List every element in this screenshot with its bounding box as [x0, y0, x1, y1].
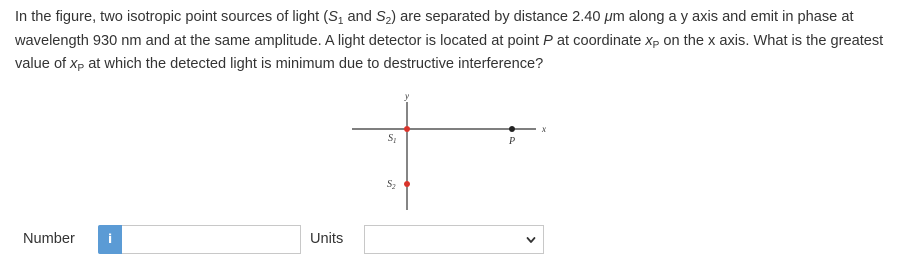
units-label: Units	[310, 231, 344, 247]
s1-subscript: 1	[337, 16, 344, 27]
question-seg-1: In the figure, two isotropic point sources of light (	[15, 9, 329, 25]
question-seg-2: ) are separated by distance 2.40	[391, 9, 605, 25]
number-label: Number	[23, 231, 75, 247]
s2-label: $S_2$	[387, 179, 396, 191]
question-seg-5: on the x axis. What is the greatest value of	[15, 32, 884, 73]
sources-diagram	[350, 88, 560, 213]
question-text	[15, 8, 887, 79]
p-symbol: P	[543, 32, 553, 49]
s2-subscript: 2	[385, 16, 392, 27]
s2-symbol: S	[375, 9, 386, 25]
xp-symbol: x	[645, 32, 653, 49]
question-seg-3: m along a y axis and emit in phase at wavelength 930 nm and at the same amplitude. A light detector is located at point	[15, 9, 854, 49]
p-label: P	[509, 136, 516, 147]
y-axis-label: y	[405, 91, 409, 101]
xp-symbol-2: x	[70, 56, 78, 73]
detector-p-dot	[509, 126, 515, 132]
source-s1-dot	[404, 126, 410, 132]
xp-subscript-2: P	[77, 63, 85, 75]
xp-subscript: P	[652, 39, 660, 51]
question-and: and	[343, 9, 376, 25]
question-seg-6: at which the detected light is minimum due to destructive interference?	[84, 56, 544, 73]
s1-label: $S_1$	[388, 133, 397, 145]
source-s2-dot	[404, 181, 410, 187]
mu-symbol: μ	[604, 9, 613, 25]
chevron-down-icon	[526, 235, 536, 245]
sources-figure	[350, 88, 560, 213]
x-axis-label: x	[542, 124, 546, 134]
units-select[interactable]	[364, 225, 544, 254]
answer-row	[0, 222, 898, 256]
number-input[interactable]	[122, 225, 301, 254]
s1-symbol: S	[328, 9, 338, 25]
question-seg-4: at coordinate	[552, 32, 646, 49]
info-icon[interactable]: i	[98, 225, 122, 254]
